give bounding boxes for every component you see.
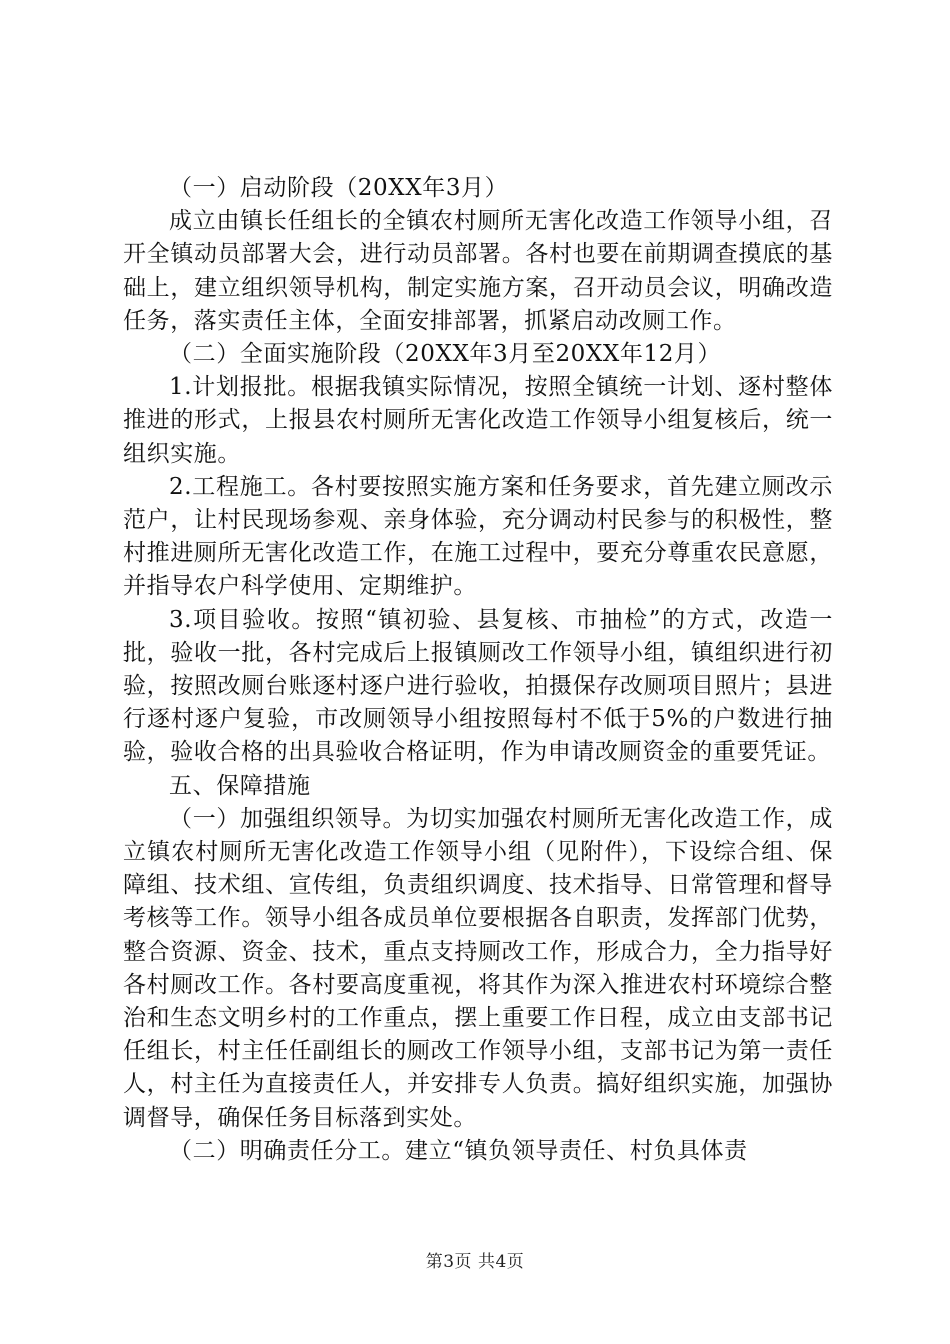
paragraph-organization-leadership: （一）加强组织领导。为切实加强农村厕所无害化改造工作，成立镇农村厕所无害化改造工作领导小组（见附件），下设综合组、保障组、技术组、宣传组，负责组织调度、技术指导、日常管理和督导考核等工作。领导小组各成员单位要根据各自职责，发挥部门优势，整合资源、资金、技术，重点支持厕改工作，形成合力，全力指导好各村厕改工作。各村要高度重视，将其作为深入推进农村环境综合整治和生态文明乡村的工作重点，摆上重要工作日程，成立由支部书记任组长，村主任任副组长的厕改工作领导小组，支部书记为第一责任人，村主任为直接责任人，并安排专人负责。搞好组织实施，加强协调督导，确保任务目标落到实处。	[123, 805, 833, 1131]
document-body	[123, 172, 833, 1168]
section-heading-launch-phase: （一）启动阶段（20XX年3月）	[169, 175, 509, 201]
section-heading-implementation-phase: （二）全面实施阶段（20XX年3月至20XX年12月）	[169, 341, 722, 368]
paragraph-acceptance: 3.项目验收。按照“镇初验、县复核、市抽检”的方式，改造一批，验收一批，各村完成后上报镇厕改工作领导小组，镇组织进行初验，按照改厕台账逐村逐户进行验收，拍摄保存改厕项目照片；县进行逐村逐户复验，市改厕领导小组按照每村不低于5%的户数进行抽验，验收合格的出具验收合格证明，作为申请改厕资金的重要凭证。	[123, 606, 833, 766]
paragraph-launch-phase: 成立由镇长任组长的全镇农村厕所无害化改造工作领导小组，召开全镇动员部署大会，进行动员部署。各村也要在前期调查摸底的基础上，建立组织领导机构，制定实施方案，召开动员会议，明确改造任务，落实责任主体，全面安排部署，抓紧启动改厕工作。	[123, 208, 833, 334]
paragraph-responsibility-division: （二）明确责任分工。建立“镇负领导责任、村负具体责	[169, 1137, 748, 1164]
paragraph-plan-approval: 1.计划报批。根据我镇实际情况，按照全镇统一计划、逐村整体推进的形式，上报县农村厕所无害化改造工作领导小组复核后，统一组织实施。	[123, 374, 833, 467]
page-footer: 第3页 共4页	[425, 1252, 525, 1272]
section-heading-safeguards: 五、保障措施	[169, 772, 311, 799]
paragraph-construction: 2.工程施工。各村要按照实施方案和任务要求，首先建立厕改示范户，让村民现场参观、亲身体验，充分调动村民参与的积极性，整村推进厕所无害化改造工作，在施工过程中，要充分尊重农民意愿，并指导农户科学使用、定期维护。	[123, 473, 833, 600]
